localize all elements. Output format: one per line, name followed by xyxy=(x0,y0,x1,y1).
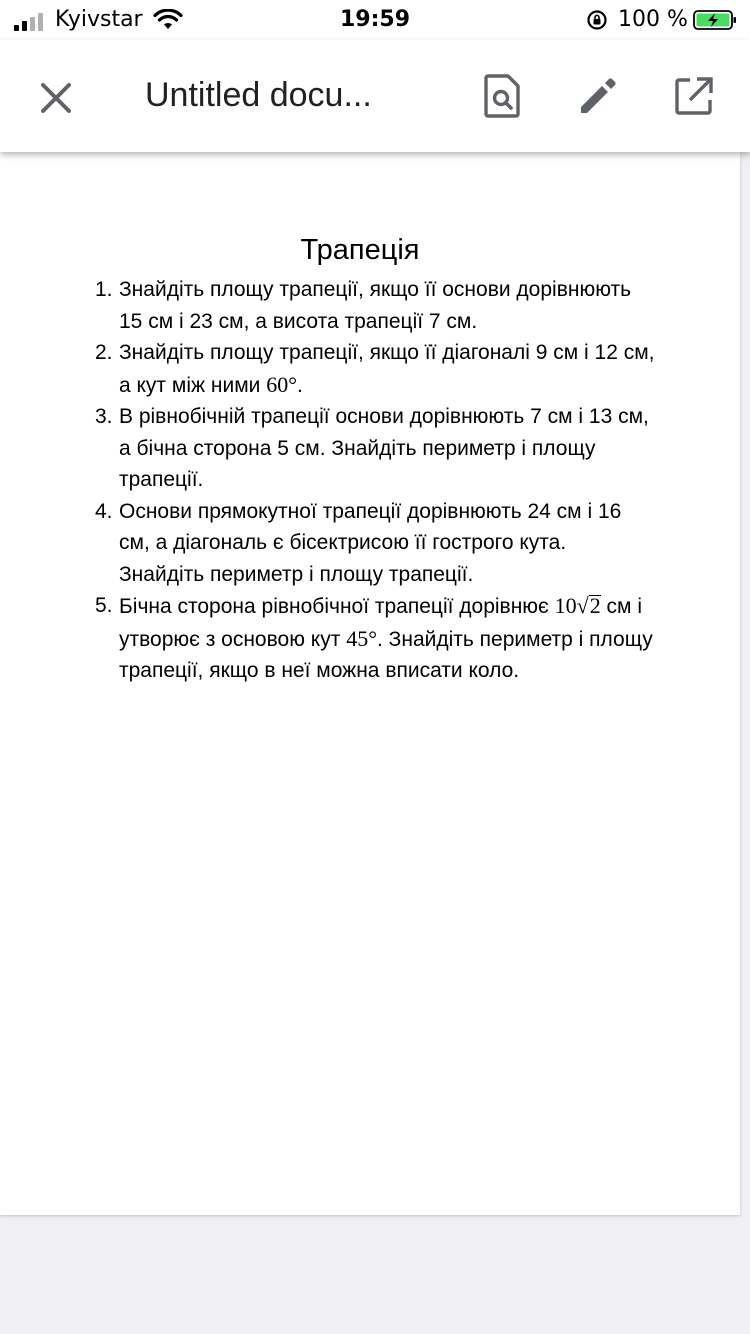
status-bar xyxy=(0,0,750,40)
task-text-mid: см і утворює з основою кут xyxy=(119,595,642,651)
task-item-5 xyxy=(95,590,655,687)
task-number: 5. xyxy=(95,594,113,617)
task-text: Знайдіть площу трапеції, якщо її основи дорівнюють 15 см і 23 см, а висота трапеції 7 см. xyxy=(119,278,632,333)
find-in-document-button[interactable] xyxy=(476,70,528,122)
task-number: 1. xyxy=(95,278,113,301)
close-button[interactable] xyxy=(30,72,82,124)
angle-value: 45° xyxy=(346,625,377,651)
task-number: 2. xyxy=(95,341,113,364)
task-text: Бічна сторона рівнобічної трапеції дорівнює xyxy=(119,595,549,618)
carrier-name: Kyivstar xyxy=(55,7,143,32)
battery-percent: 100 % xyxy=(618,7,688,32)
task-text-end: . Знайдіть периметр і площу трапеції, якщо в неї можна вписати коло. xyxy=(119,627,653,682)
task-item-4 xyxy=(95,496,655,591)
task-text: В рівнобічній трапеції основи дорівнюють 7 см і 13 см, а бічна сторона 5 см. Знайдіть периметр і площу трапеції. xyxy=(119,405,649,491)
open-in-new-icon xyxy=(668,70,720,122)
task-item-3 xyxy=(95,401,655,496)
radicand: 2 xyxy=(589,593,601,618)
angle-value: 60° xyxy=(266,371,298,397)
task-number: 3. xyxy=(95,405,113,428)
close-icon xyxy=(30,72,82,124)
document-title: Untitled docu... xyxy=(145,76,372,114)
task-item-2 xyxy=(95,337,655,401)
task-text: Основи прямокутної трапеції дорівнюють 24 см і 16 см, а діагональ є бісектрисою її гострого кута. Знайдіть периметр і площу трапеції. xyxy=(119,499,622,586)
task-text: Знайдіть площу трапеції, якщо її діагоналі 9 см і 12 см, а кут між ними xyxy=(119,341,655,397)
task-number: 4. xyxy=(95,499,113,523)
app-bar xyxy=(0,40,750,152)
task-list xyxy=(95,274,655,687)
open-in-new-button[interactable] xyxy=(668,70,720,122)
battery-charging-icon xyxy=(693,10,737,30)
status-time: 19:59 xyxy=(339,7,411,32)
task-text-end: . xyxy=(297,373,303,397)
coefficient: 10 xyxy=(554,593,577,618)
rotation-lock-icon xyxy=(586,9,608,31)
find-in-page-icon xyxy=(476,70,528,122)
task-item-1 xyxy=(95,274,655,337)
document-page[interactable] xyxy=(0,152,740,1215)
pencil-icon xyxy=(572,70,624,122)
document-heading: Трапеція xyxy=(300,234,420,266)
edit-button[interactable] xyxy=(572,70,624,122)
side-length-expression: 10√2 xyxy=(554,593,601,618)
